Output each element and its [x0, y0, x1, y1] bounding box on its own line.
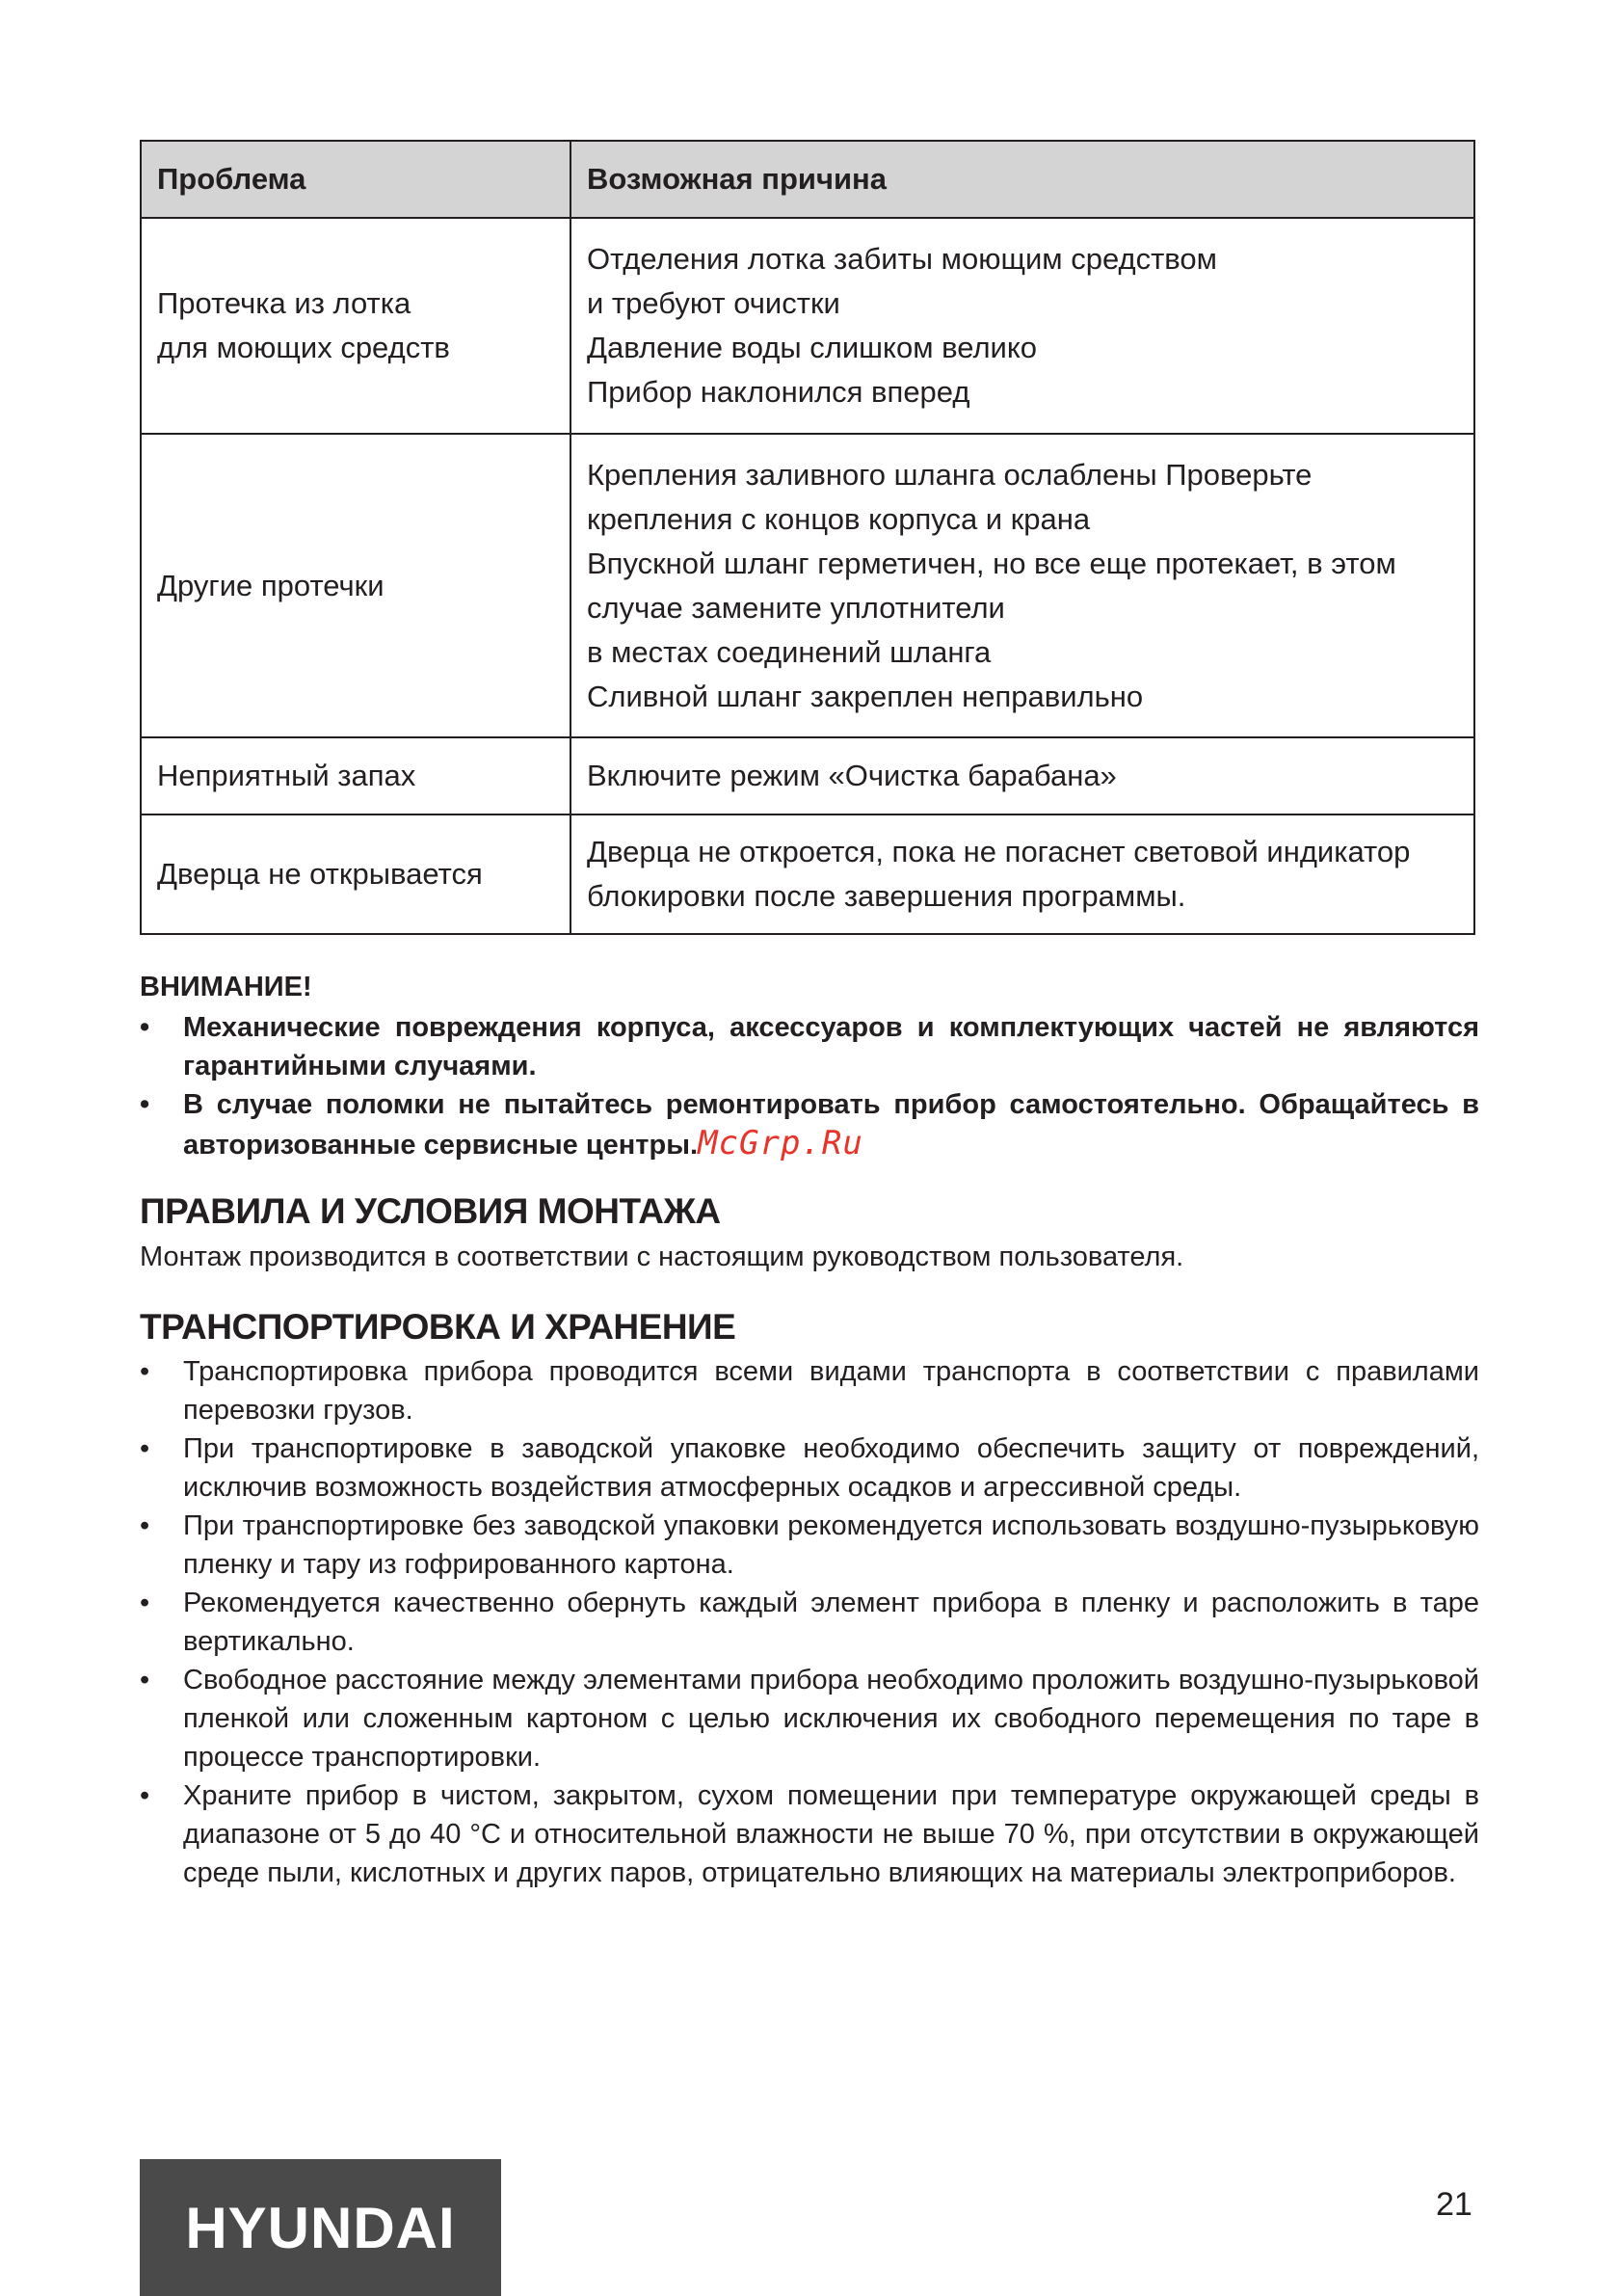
cause-line: случае замените уплотнители — [587, 590, 1005, 625]
cause-cell — [570, 814, 1474, 934]
warning-block — [140, 968, 1479, 1164]
table-row — [141, 814, 1474, 934]
header-cause: Возможная причина — [570, 141, 1474, 218]
problem-line: Протечка из лотка — [157, 286, 411, 320]
cause-line: Сливной шланг закреплен неправильно — [587, 679, 1144, 713]
cause-item — [587, 453, 1458, 542]
cause-item — [587, 326, 1458, 370]
page-number: 21 — [1436, 2186, 1472, 2223]
table-header-row — [141, 141, 1474, 218]
cause-cell — [570, 737, 1474, 814]
list-item: • При транспортировке в заводской упаковке необходимо обеспечить защиту от повреждений, исключив возможность воздействия атмосферных осадков и агрессивной среды. — [140, 1429, 1479, 1507]
cause-item — [587, 675, 1458, 719]
cause-line: блокировки после завершения программы. — [587, 879, 1186, 913]
logo-text: HYUNDAI — [185, 2195, 456, 2260]
troubleshooting-table — [140, 140, 1475, 935]
problem-cell — [141, 218, 570, 434]
transport-list — [140, 1352, 1479, 1892]
brand-logo — [140, 2159, 501, 2296]
warning-title: ВНИМАНИЕ! — [140, 972, 312, 1002]
list-item — [140, 1008, 1479, 1085]
warning-list — [140, 1008, 1479, 1164]
cause-line: Включите режим «Очистка барабана» — [587, 759, 1117, 792]
cause-line: крепления с концов корпуса и крана — [587, 501, 1091, 536]
cause-line: Прибор наклонился вперед — [587, 375, 970, 409]
list-item — [140, 1085, 1479, 1164]
problem-line: Неприятный запах — [157, 759, 416, 792]
problem-line: Другие протечки — [157, 568, 385, 602]
cause-item — [587, 542, 1458, 675]
table-row — [141, 434, 1474, 737]
problem-line: Дверца не открывается — [157, 857, 483, 891]
cause-line: Отделения лотка забиты моющим средством — [587, 242, 1217, 276]
cause-line: Впускной шланг герметичен, но все еще протекает, в этом — [587, 546, 1396, 580]
header-problem: Проблема — [141, 141, 570, 218]
table-row — [141, 737, 1474, 814]
table-row — [141, 218, 1474, 434]
list-item: • Рекомендуется качественно обернуть каждый элемент прибора в пленку и расположить в таре вертикально. — [140, 1584, 1479, 1661]
warning-text: В случае поломки не пытайтесь ремонтировать прибор самостоятельно. Обращайтесь в авторизованные сервисные центры. — [183, 1089, 1479, 1161]
cause-item — [587, 237, 1458, 326]
problem-cell — [141, 814, 570, 934]
cause-cell — [570, 218, 1474, 434]
installation-text: Монтаж производится в соответствии с настоящим руководством пользователя. — [140, 1241, 1184, 1272]
watermark-text: McGrp.Ru — [698, 1124, 863, 1162]
installation-title: ПРАВИЛА И УСЛОВИЯ МОНТАЖА — [140, 1191, 721, 1231]
problem-cell — [141, 737, 570, 814]
transport-title: ТРАНСПОРТИРОВКА И ХРАНЕНИЕ — [140, 1307, 736, 1347]
cause-line: Крепления заливного шланга ослаблены Проверьте — [587, 457, 1313, 492]
cause-item — [587, 370, 1458, 414]
warning-text: Механические повреждения корпуса, аксессуаров и комплектующих частей не являются гарантийными случаями. — [183, 1012, 1479, 1081]
cause-line: Дверца не откроется, пока не погаснет световой индикатор — [587, 835, 1411, 868]
list-item: • Храните прибор в чистом, закрытом, сухом помещении при температуре окружающей среды в диапазоне от 5 до 40 °С и относительной влажности не выше 70 %, при отсутствии в окружающей среде пыли, кислотных и других паров, отрицательно влияющих на материалы электроприборов. — [140, 1776, 1479, 1892]
problem-cell — [141, 434, 570, 737]
problem-line: для моющих средств — [157, 331, 450, 364]
list-item: • При транспортировке без заводской упаковки рекомендуется использовать воздушно-пузырьковую пленку и тару из гофрированного картона. — [140, 1507, 1479, 1584]
cause-line: в местах соединений шланга — [587, 634, 992, 669]
list-item: • Свободное расстояние между элементами прибора необходимо проложить воздушно-пузырьковой пленкой или сложенным картоном с целью исключения их свободного перемещения по таре в процессе транспортировки. — [140, 1661, 1479, 1776]
list-item: • Транспортировка прибора проводится всеми видами транспорта в соответствии с правилами перевозки грузов. — [140, 1352, 1479, 1429]
cause-line: Давление воды слишком велико — [587, 331, 1038, 364]
cause-cell — [570, 434, 1474, 737]
cause-line: и требуют очистки — [587, 286, 840, 320]
